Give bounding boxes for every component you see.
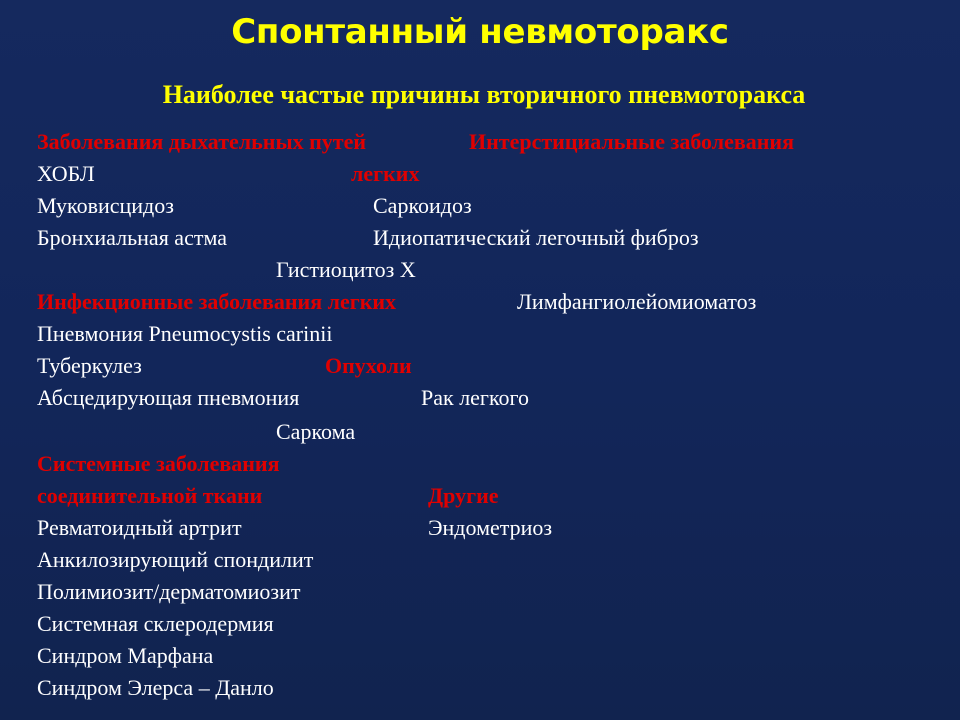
systemic-item: Синдром Марфана <box>37 643 214 668</box>
interstitial-heading: Интерстициальные заболевания <box>469 129 794 154</box>
infectious-item: Абсцедирующая пневмония <box>37 385 300 410</box>
other-heading: Другие <box>428 483 499 508</box>
tumors-item: Рак легкого <box>421 385 530 410</box>
tumors-heading: Опухоли <box>325 353 412 378</box>
slide-subtitle: Наиболее частые причины вторичного пневмоторакса <box>162 80 806 109</box>
other-item: Эндометриоз <box>428 515 553 540</box>
infectious-item: Пневмония Pneumocystis carinii <box>37 321 333 346</box>
respiratory-item: ХОБЛ <box>37 161 95 186</box>
systemic-item: Полимиозит/дерматомиозит <box>37 579 301 604</box>
slide-title: Спонтанный невмоторакс <box>231 12 729 52</box>
tumors-item: Саркома <box>276 419 356 444</box>
interstitial-item: Лимфангиолейомиоматоз <box>517 289 757 314</box>
systemic-item: Ревматоидный артрит <box>37 515 242 540</box>
interstitial-item: Гистиоцитоз Х <box>276 257 416 282</box>
systemic-heading: Системные заболевания <box>37 451 280 476</box>
interstitial-item: Идиопатический легочный фиброз <box>373 225 699 250</box>
respiratory-item: Муковисцидоз <box>37 193 174 218</box>
infectious-item: Туберкулез <box>37 353 142 378</box>
interstitial-heading-continued: легких <box>351 161 420 186</box>
respiratory-item: Бронхиальная астма <box>37 225 227 250</box>
infectious-heading: Инфекционные заболевания легких <box>37 289 397 314</box>
respiratory-heading: Заболевания дыхательных путей <box>37 129 367 154</box>
systemic-item: Системная склеродермия <box>37 611 274 636</box>
interstitial-item: Саркоидоз <box>373 193 472 218</box>
systemic-item: Синдром Элерса – Данло <box>37 675 274 700</box>
systemic-heading-continued: соединительной ткани <box>37 483 263 508</box>
systemic-item: Анкилозирующий спондилит <box>37 547 314 572</box>
